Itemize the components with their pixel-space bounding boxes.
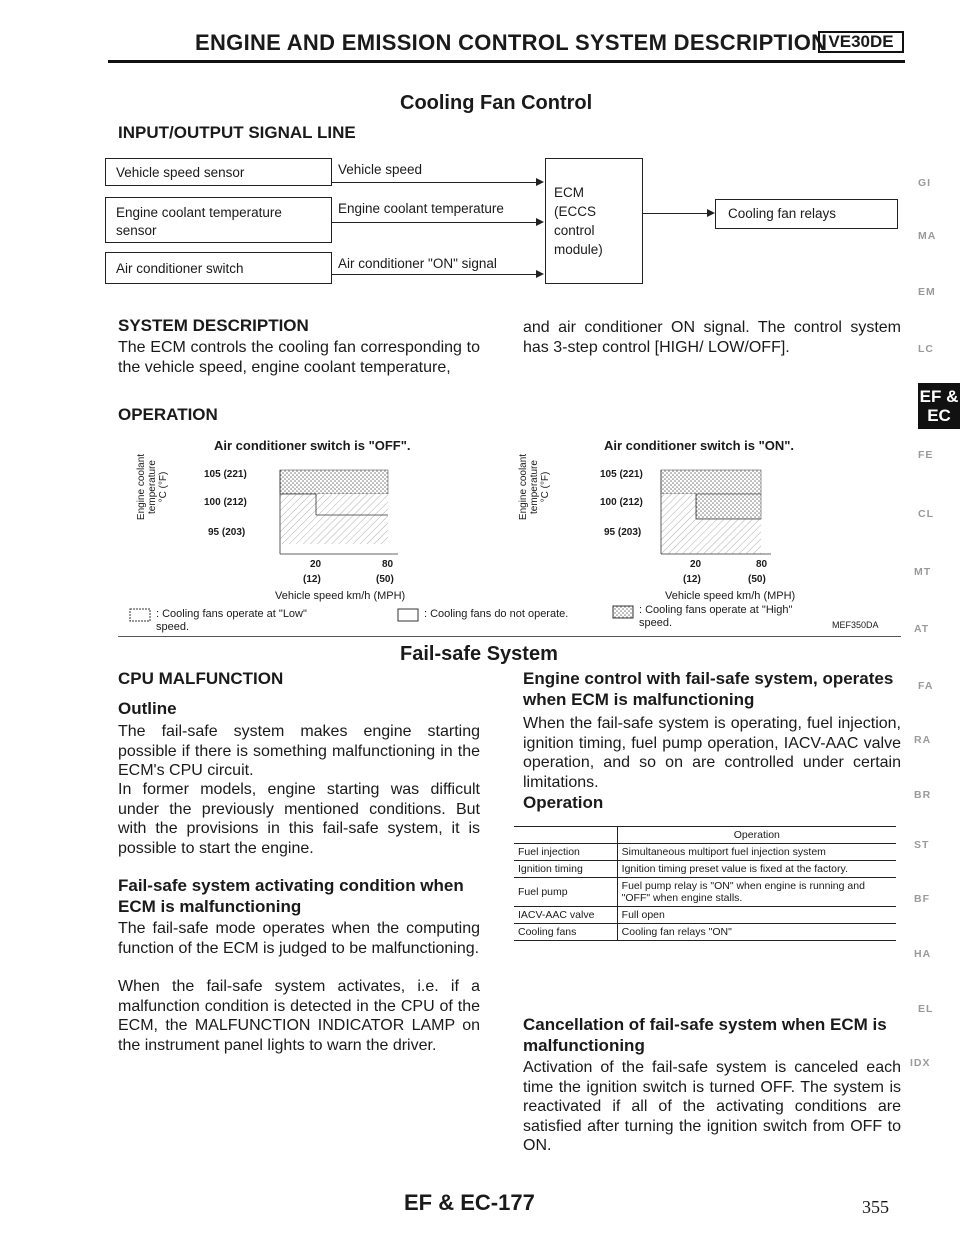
activating-heading: Fail-safe system activating condition when ECM is malfunctioning (118, 876, 464, 916)
figure-code: MEF350DA (832, 620, 879, 630)
failsafe-operation-heading: Operation (523, 793, 604, 812)
page-code: EF & EC-177 (404, 1190, 535, 1215)
low-speed-region (661, 494, 696, 554)
outline-text-2: In former models, engine starting was difficult under the previously mentioned conditions. But with the provisions in this fail-safe system, it is possible to start the engine. (118, 781, 480, 857)
signal-vehicle-speed: Vehicle speed (338, 162, 423, 177)
cancel-text: Activation of the fail-safe system is canceled each time the ignition switch is turned OFF. The system is reactivated if all of the activating conditions are satisfied after turning the ignition switch from OFF to ON. (523, 1059, 901, 1154)
x-tick: 80 (756, 559, 768, 570)
table-row (514, 924, 896, 941)
output-line (643, 213, 709, 214)
signal-line-1 (332, 182, 538, 183)
x-axis-label: Vehicle speed km/h (MPH) (665, 590, 796, 602)
engine-badge: VE30DE (818, 31, 904, 53)
table-row (514, 907, 896, 924)
chart-ac-off (280, 470, 398, 554)
chart-on-title: Air conditioner switch is "ON". (604, 438, 795, 453)
legend-high-swatch (613, 606, 633, 618)
table-cell-operation: Simultaneous multiport fuel injection system (617, 844, 896, 861)
table-cell-operation: Full open (617, 907, 896, 924)
cancel-heading: Cancellation of fail-safe system when ECM is malfunctioning (523, 1015, 887, 1055)
arrow-icon (707, 209, 715, 217)
signal-line-3 (332, 274, 538, 275)
io-heading: INPUT/OUTPUT SIGNAL LINE (118, 123, 356, 142)
x-tick-mph: (50) (748, 574, 766, 585)
system-description-heading: SYSTEM DESCRIPTION (118, 316, 309, 335)
table-cell-item: Fuel injection (514, 844, 617, 861)
side-tab-cl[interactable]: CL (918, 508, 934, 520)
input-ac-switch: Air conditioner switch (105, 252, 332, 284)
y-tick: 105 (221) (204, 469, 247, 480)
side-tab-st[interactable]: ST (914, 839, 930, 851)
x-tick-mph: (50) (376, 574, 394, 585)
side-tab-ef-ec[interactable]: EF & EC (918, 383, 960, 429)
signal-coolant-temp: Engine coolant temperature (338, 201, 504, 216)
x-tick-mph: (12) (683, 574, 701, 585)
chart-off-title: Air conditioner switch is "OFF". (214, 438, 411, 453)
y-axis-label: Engine coolant temperature °C (°F) (136, 453, 169, 521)
low-speed-region (316, 494, 388, 544)
failsafe-title: Fail-safe System (400, 643, 558, 665)
legend-off-swatch (398, 609, 418, 621)
table-header-blank (514, 827, 617, 844)
high-speed-region (696, 494, 761, 519)
x-tick: 20 (690, 559, 702, 570)
x-tick: 80 (382, 559, 394, 570)
header-rule (108, 60, 905, 63)
table-cell-item: Cooling fans (514, 924, 617, 941)
table-cell-item: Fuel pump (514, 878, 617, 907)
page-header-title: ENGINE AND EMISSION CONTROL SYSTEM DESCRIPTION (195, 30, 828, 55)
low-speed-region (280, 494, 316, 544)
side-tab-bf[interactable]: BF (914, 893, 930, 905)
system-description-left: The ECM controls the cooling fan corresponding to the vehicle speed, engine coolant temperature, (118, 339, 480, 376)
legend-off-label: : Cooling fans do not operate. (424, 608, 569, 620)
signal-ac-on: Air conditioner "ON" signal (338, 256, 497, 271)
operation-heading: OPERATION (118, 405, 218, 424)
side-tab-el[interactable]: EL (918, 1003, 934, 1015)
arrow-icon (536, 178, 544, 186)
cpu-malfunction-heading: CPU MALFUNCTION (118, 669, 284, 688)
x-tick-mph: (12) (303, 574, 321, 585)
y-tick: 105 (221) (600, 469, 643, 480)
table-cell-item: IACV-AAC valve (514, 907, 617, 924)
input-vehicle-speed-sensor: Vehicle speed sensor (105, 158, 332, 186)
legend-high-label: : Cooling fans operate at "High" speed. (639, 604, 793, 629)
table-row (514, 844, 896, 861)
section-title: Cooling Fan Control (400, 92, 593, 114)
signal-line-2 (332, 222, 538, 223)
side-tab-em[interactable]: EM (918, 286, 936, 298)
activating-text-2: When the fail-safe system activates, i.e. if a malfunction condition is detected in the CPU of the ECM, the MALFUNCTION INDICATOR LAMP on the instrument panel lights to warn the driver. (118, 978, 480, 1054)
table-cell-operation: Cooling fan relays "ON" (617, 924, 896, 941)
arrow-icon (536, 270, 544, 278)
engine-control-text: When the fail-safe system is operating, fuel injection, ignition timing, fuel pump operation, IACV-AAC valve operation, and so on are controlled under certain limitations. (523, 715, 901, 791)
side-tab-fa[interactable]: FA (918, 680, 934, 692)
side-tab-idx[interactable]: IDX (910, 1057, 931, 1069)
failsafe-table (514, 826, 896, 941)
side-tab-lc[interactable]: LC (918, 343, 934, 355)
side-tab-fe[interactable]: FE (918, 449, 934, 461)
y-tick: 95 (203) (604, 527, 642, 538)
x-tick: 20 (310, 559, 322, 570)
chart-ac-on (661, 470, 771, 554)
system-description-right: and air conditioner ON signal. The control system has 3-step control [HIGH/ LOW/OFF]. (523, 319, 901, 356)
outline-heading: Outline (118, 699, 177, 718)
activating-text: The fail-safe mode operates when the computing function of the ECM is judged to be malfunctioning. (118, 920, 480, 957)
legend-low-swatch (130, 609, 150, 621)
table-cell-item: Ignition timing (514, 861, 617, 878)
table-row (514, 878, 896, 907)
engine-control-heading: Engine control with fail-safe system, operates when ECM is malfunctioning (523, 669, 894, 709)
y-tick: 95 (203) (208, 527, 246, 538)
arrow-icon (536, 218, 544, 226)
side-tab-br[interactable]: BR (914, 789, 932, 801)
side-tab-mt[interactable]: MT (914, 566, 932, 578)
table-header-operation: Operation (617, 827, 896, 844)
side-tab-ma[interactable]: MA (918, 230, 937, 242)
input-coolant-sensor: Engine coolant temperature sensor (105, 197, 332, 243)
y-axis-label: Engine coolant temperature °C (°F) (518, 453, 551, 521)
low-speed-region (696, 519, 761, 554)
y-tick: 100 (212) (600, 497, 643, 508)
side-tab-ha[interactable]: HA (914, 948, 932, 960)
outline-text: The fail-safe system makes engine starting possible if there is something malfunctioning in the ECM's CPU circuit. (118, 723, 480, 779)
legend-low-label: : Cooling fans operate at "Low" speed. (156, 608, 307, 633)
high-speed-region (661, 470, 761, 494)
y-tick: 100 (212) (204, 497, 247, 508)
table-cell-operation: Ignition timing preset value is fixed at the factory. (617, 861, 896, 878)
x-axis-label: Vehicle speed km/h (MPH) (275, 590, 406, 602)
side-tab-ra[interactable]: RA (914, 734, 932, 746)
ecm-box: ECM (ECCS control module) (545, 158, 643, 284)
high-speed-region (280, 470, 388, 494)
side-tab-gi[interactable]: GI (918, 177, 932, 189)
table-row (514, 861, 896, 878)
side-tab-at[interactable]: AT (914, 623, 930, 635)
output-cooling-fan-relays: Cooling fan relays (715, 199, 898, 229)
page-number: 355 (862, 1197, 889, 1217)
operation-figure (118, 432, 901, 637)
table-header-row (514, 827, 896, 844)
table-cell-operation: Fuel pump relay is "ON" when engine is running and "OFF" when engine stalls. (617, 878, 896, 907)
